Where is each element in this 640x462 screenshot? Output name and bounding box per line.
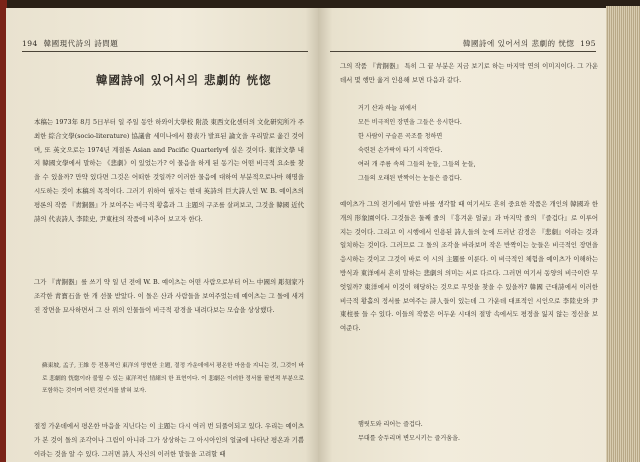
poem-line: 햄릿도와 리어는 즐겁다. [358,421,423,428]
right-intro-paragraph: 그의 작품 『靑銅器』 특히 그 끝 부분은 지금 보기로 하는 마지막 연의 이미지이다. 그 가운데서 몇 행만 옮겨 인용해 보면 다음과 같다. [340,62,598,84]
right-running-head: 韓國詩에 있어서의 悲劇的 恍惚 [463,39,575,48]
left-header-rule [22,51,308,52]
left-page-number: 194 [22,39,38,48]
poem-line: 한 사람이 구슬픈 곡조를 청하면 [358,133,443,140]
essay-title: 韓國詩에 있어서의 悲劇的 恍惚 [96,73,272,87]
right-page [318,8,608,462]
poem-line: 모든 비극적인 장면을 그들은 응시한다. [358,119,462,126]
left-quote-block: 蘇東坡, 孟子, 王維 등 전통적인 東洋의 명현한 主題, 절정 가운데에서 평온한 마음을 지니는 것, 그것이 바로 悲劇的 恍惚이라 불릴 수 있는 東洋적인 情緒의 한 표현이다. 이 悲劇은 이러한 정서를 필연적 부분으로 포함하는 것이며 어떤 것인지를 밝혀 보자. [42,363,304,395]
poem-line: 거기 산과 하늘 위에서 [358,105,417,112]
poem-line: 그들의 오래된 반짝이는 눈들은 즐겁다. [358,175,462,182]
right-paragraph-1: 예이츠가 그의 전기에서 말한 바를 생각할 때 여기서도 흔히 중요한 작품은 개인의 韓國과 한 개의 形象園이다. 그것들은 둘째 줄의 『흥겨운 얼굴』과 마지막 줄의 『즐겁다』로 이루어지는 것이다. 그리고 이 시행에서 인용된 詩人들의 눈에 드러난 감정은 『悲劇』이라는 것과 일치하는 것이다. 그러므로 그 돌의 조각을 바라보며 작은 반짝이는 눈들은 비극적인 장면을 응시하는 것이고 그것이 바로 이 시의 主題를 이룬다. 이 비극적인 체험을 예이츠가 이해하는 방식과 東洋에서 흔히 말하는 悲劇의 의미는 서로 다르다. 그러면 여기서 동양의 비극이란 무엇일까? 東洋에서 이것이 해당하는 것으로 무엇을 찾을 수 있을까? 韓國 근대詩에서 이러한 비극적 황홀의 정서를 보여주는 詩人들이 있는데 그 가운데 대표적인 시인으로 李陸史와 尹東柱를 들 수 있다. 이들의 작품은 어두운 시대의 절망 속에서도 평정을 잃지 않는 정신을 보여준다. [340,200,598,333]
right-header-rule [330,51,596,52]
right-page-header [463,38,596,49]
left-page [6,8,318,462]
left-running-head: 韓國現代詩의 詩問題 [43,39,119,48]
poem-line: 여러 개 주름 속의 그들의 눈들, 그들의 눈들, [358,161,476,168]
right-page-number: 195 [580,39,596,48]
left-paragraph-1: 本稿는 1973年 8月 5日부터 일 주일 동안 하와이大學校 附設 東西文化센터의 文化研究所가 주최한 綜合文學(socio-literature) 協議會 세미나에서 發表가 발표된 論文을 우리말로 옮긴 것이며, 또 英文으로는 1974년 계절론 Asian and Pacific Quarterly에 실은 것이다. 東洋文學 내지 韓國文學에서 말하는 《悲劇》이 있었는가? 이 물음을 하게 된 동기는 어떤 비극적 요소를 찾을 수 있을까? 만약 있다면 그것은 어떠한 것일까? 이러한 물음에 대하여 부분적으로나마 해명을 시도하는 것이 本稿의 목적이다. 그러기 위하여 필자는 현대 英詩의 巨大詩人인 W. B. 예이츠의 평론의 작품 『靑銅器』가 보여주는 비극적 황홀과 그 主題의 구조를 살펴보고, 그것을 韓國 近代詩의 代表詩人 李陸史, 尹東柱의 작품에 비추어 보고자 한다. [34,118,304,223]
left-paragraph-2: 그가 『靑銅器』를 쓰기 약 일 년 전에 W. B. 예이츠는 어떤 사람으로부터 어느 中國의 彫刻家가 조각한 靑寶石을 한 개 선물 받았다. 이 돌은 산과 사람들을 보여주었는데 예이츠는 그 돌에 새겨진 장면을 묘사하면서 그 산 위의 인물들이 비극적 광경을 내려다보는 모습을 상상했다. [34,278,304,314]
left-page-header [22,38,118,49]
poem-line: 무대를 숭두리며 변모시키는 즐거움을. [358,435,460,442]
page-edges [606,6,640,462]
left-paragraph-3: 절정 가운데에서 평온한 마음을 지닌다는 이 主題는 다시 여러 번 되풀이되고 있다. 우리는 예이츠가 본 것이 돌의 조각이나 그림이 아니라 그가 상상하는 그 아시아인의 얼굴에 나타난 평온과 기쁨이라는 것을 알 수 있다. 그러면 詩人 자신의 이러한 말들을 고려할 때 [34,422,304,458]
poem-line: 숙련된 손가락이 타기 시작한다. [358,147,443,154]
